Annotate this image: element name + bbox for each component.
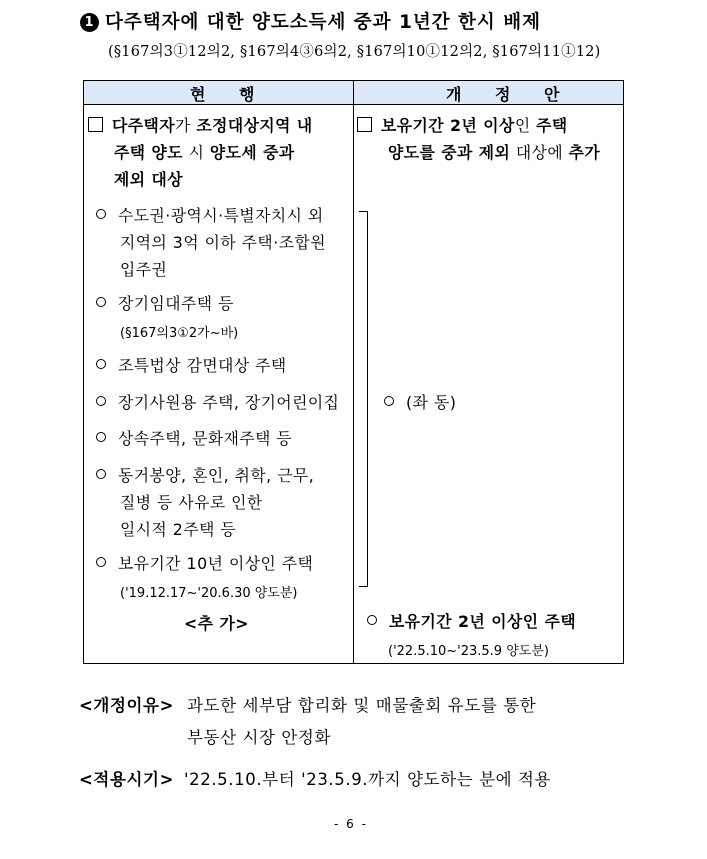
current-lead-bold-1: 다주택자 bbox=[112, 116, 176, 135]
revised-lead-bold-2: 주택 bbox=[536, 116, 568, 135]
current-item-4-line-1: 장기사원용 주택, 장기어린이집 bbox=[118, 393, 340, 412]
current-item-6-line-1: 동거봉양, 혼인, 취학, 근무, bbox=[118, 466, 315, 485]
revised-same-text: (좌 동) bbox=[406, 393, 457, 412]
revised-lead-plain-1: 인 bbox=[514, 116, 537, 135]
current-item-7-line-1: 보유기간 10년 이상인 주택 bbox=[118, 554, 314, 573]
current-item-3 bbox=[96, 352, 287, 379]
current-lead-line3: 제외 대상 bbox=[114, 170, 184, 189]
revised-new-item-text: 보유기간 2년 이상인 주택 bbox=[389, 612, 577, 631]
current-item-1-line-1: 수도권·광역시·특별자치시 외 bbox=[118, 206, 324, 225]
apply-text: '22.5.10.부터 '23.5.9.까지 양도하는 분에 적용 bbox=[184, 770, 552, 789]
apply-label: <적용시기> bbox=[79, 770, 175, 789]
circle-bullet-icon bbox=[96, 209, 106, 219]
circle-bullet-icon bbox=[96, 557, 106, 567]
current-item-4 bbox=[96, 389, 339, 416]
section-title bbox=[80, 8, 541, 34]
current-item-2-line-1: 장기임대주택 등 bbox=[118, 294, 234, 313]
revised-lead-bold-1: 보유기간 2년 이상 bbox=[381, 116, 515, 135]
header-current: 현 행 bbox=[190, 85, 269, 104]
revised-same-item bbox=[384, 389, 456, 416]
circle-bullet-icon bbox=[96, 297, 106, 307]
reason-section bbox=[79, 691, 174, 721]
header-revised: 개 정 안 bbox=[446, 85, 574, 104]
checkbox-square-icon bbox=[357, 117, 372, 132]
revised-lead bbox=[357, 112, 600, 166]
current-item-1-line-2: 지역의 3억 이하 주택·조합원 bbox=[120, 233, 326, 252]
current-item-5-line-1: 상속주택, 문화재주택 등 bbox=[118, 429, 293, 448]
current-lead bbox=[88, 112, 313, 193]
page-number: - 6 - bbox=[334, 817, 368, 831]
revised-new-note: ('22.5.10~'23.5.9 양도분) bbox=[388, 644, 549, 659]
current-added-label: <추 가> bbox=[184, 614, 249, 633]
current-item-3-line-1: 조특법상 감면대상 주택 bbox=[118, 356, 287, 375]
circle-bullet-icon bbox=[96, 396, 106, 406]
section-number-badge: 1 bbox=[80, 13, 99, 32]
current-lead-line2-bold-2: 양도세 중과 bbox=[209, 143, 295, 162]
apply-section bbox=[79, 765, 174, 795]
reason-line-1: 과도한 세부담 합리화 및 매물출회 유도를 통한 bbox=[187, 696, 537, 715]
current-item-6-line-2: 질병 등 사유로 인한 bbox=[120, 493, 263, 512]
checkbox-square-icon bbox=[88, 117, 103, 132]
revised-new-item bbox=[367, 608, 576, 635]
reason-label: <개정이유> bbox=[79, 696, 175, 715]
circle-bullet-icon bbox=[384, 396, 394, 406]
reason-line-2: 부동산 시장 안정화 bbox=[187, 728, 332, 747]
legal-references: (§167의3①12의2, §167의4③6의2, §167의10①12의2, §167의11①12) bbox=[108, 44, 601, 60]
current-item-1-line-3: 입주권 bbox=[120, 260, 168, 279]
current-lead-line2-bold-1: 주택 양도 bbox=[114, 143, 184, 162]
revised-lead-line2-bold-2: 추가 bbox=[568, 143, 601, 162]
circle-bullet-icon bbox=[96, 359, 106, 369]
revised-lead-line2-bold: 양도를 중과 제외 bbox=[388, 143, 511, 162]
current-item-6 bbox=[96, 462, 314, 543]
current-item-2 bbox=[96, 290, 234, 317]
current-lead-plain-1: 가 bbox=[175, 116, 197, 135]
section-title-text: 다주택자에 대한 양도소득세 중과 1년간 한시 배제 bbox=[105, 12, 541, 33]
current-lead-bold-2: 조정대상지역 내 bbox=[196, 116, 313, 135]
revised-lead-line2-plain-2: 에 bbox=[547, 143, 569, 162]
table-column-divider bbox=[353, 80, 354, 664]
current-item-6-line-3: 일시적 2주택 등 bbox=[120, 520, 237, 539]
current-item-2-note: (§167의3①2가~바) bbox=[120, 326, 239, 341]
grouping-bracket bbox=[359, 211, 368, 587]
revised-lead-line2-plain: 대상 bbox=[510, 143, 548, 162]
current-lead-line2-plain: 시 bbox=[183, 143, 210, 162]
current-item-7-note: ('19.12.17~'20.6.30 양도분) bbox=[120, 586, 298, 601]
current-item-1 bbox=[96, 202, 326, 283]
current-item-5 bbox=[96, 425, 292, 452]
circle-bullet-icon bbox=[367, 615, 377, 625]
circle-bullet-icon bbox=[96, 469, 106, 479]
circle-bullet-icon bbox=[96, 432, 106, 442]
current-item-7 bbox=[96, 550, 313, 577]
